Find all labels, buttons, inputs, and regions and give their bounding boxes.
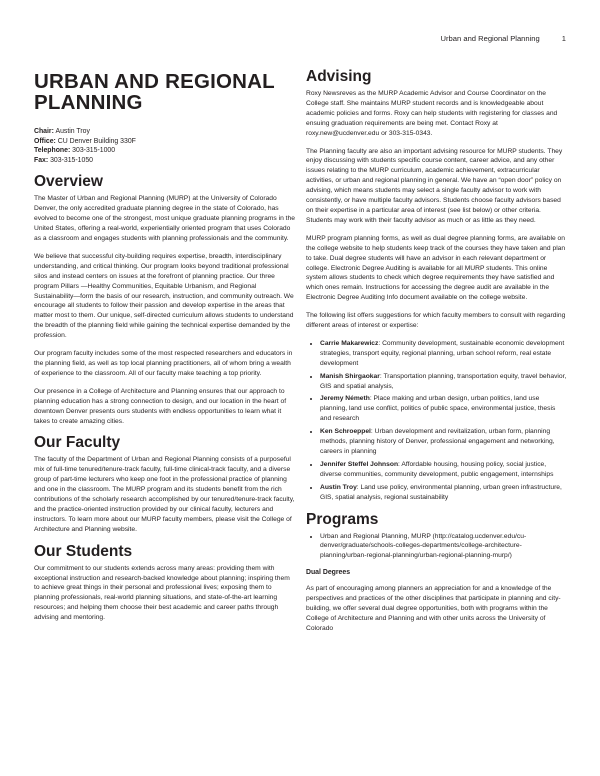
advising-paragraph: MURP program planning forms, as well as dual degree planning forms, are available on the college website to help students keep track of the courses they have taken and plan to take. Dual degree students will have an advisor in each relevant department or college. Electronic Degree Auditing is available for all MURP students. This online system allows students to check which degree requirements they have satisfied and which ones remain. Instructions for accessing the degree audit are available in the Electronic Degree Auditing Info document available on the college website.: [306, 234, 566, 302]
contact-info: [34, 127, 296, 165]
overview-paragraph: Our presence in a College of Architecture and Planning ensures that our approach to planning education has a strong connection to design, and our location in the heart of downtown Denver presents ours students with endless opportunities to learn what it takes to create amazing cities.: [34, 387, 287, 425]
overview-heading: Overview: [34, 173, 103, 191]
right-column: [306, 68, 568, 642]
students-paragraph: Our commitment to our students extends across many areas: providing them with exceptional instruction and research-backed knowledge about planning; inspiring them to achieve great things in their personal and professional lives; exposing them to planning professionals, real-world planning situations, and state-of-the-art learning resources; and helping them choose their best academic and career paths through advising and mentoring.: [34, 564, 290, 622]
programs-heading: Programs: [306, 510, 379, 528]
contact-fax: Fax: 303-315-1050: [34, 156, 94, 164]
advising-heading: Advising: [306, 68, 372, 85]
faculty-paragraph: The faculty of the Department of Urban and Regional Planning consists of a purposeful mix of full-time tenured/tenure-track faculty, full-time clinical-track faculty, and a diverse group of part-time lecturers who keep one foot in the professional practice of planning and one in the classroom. The MURP program and its students benefit from the rich contributions of the scholarly research accomplished by our tenured/tenure-track faculty, and the practice-oriented instruction provided by our clinical faculty, lecturers and instructors. To learn more about our MURP faculty members, please visit the College of Architecture and Planning website.: [34, 456, 295, 533]
list-item: • Ken Schroeppel: Urban development and revitalization, urban form, planning methods, planning history of Denver, professional engagement and networking, careers in planning: [320, 427, 568, 457]
left-column: [34, 68, 296, 631]
advising-paragraph: Roxy Newsreves as the MURP Academic Advisor and Course Coordinator on the College staff. She maintains MURP student records and is knowledgeable about academic policies and forms. Roxy can help students with registering for classes and ensuing graduation requirements are being met. Contact Roxy at roxy.new@ucdenver.edu or 303-315-0343.: [306, 90, 558, 137]
list-item: • Jennifer Steffel Johnson: Affordable housing, housing policy, social justice, diverse communities, community development, public engagement, internships: [320, 460, 568, 480]
overview-paragraph: The Master of Urban and Regional Planning (MURP) at the University of Colorado Denver, the only accredited graduate planning degree in the state of Colorado, has evolved to become one of the strongest, most unique graduate planning programs in the United States, offering a real-world, experientially oriented program that uses Colorado as a classroom and engages students with planning professionals and the community.: [34, 195, 295, 242]
students-heading: Our Students: [34, 542, 133, 560]
page-title: URBAN AND REGIONAL PLANNING: [34, 70, 275, 114]
contact-telephone: Telephone: 303-315-1000: [34, 147, 116, 155]
dual-degrees-heading: Dual Degrees: [306, 569, 351, 577]
overview-paragraph: We believe that successful city-building requires expertise, breadth, interdisciplinary understanding, and critical thinking. Our program looks beyond traditional professional silos and instead centers on issues at the forefront of planning practice. Our three program Pillars —Healthy Communities, Equitable Urbanism, and Regional Sustainability—form the basis of our research, instruction, and community outreach. We encourage all students to follow their passion and develop expertise in the areas that matter most to them. Our unique, self-directed curriculum allows students to understand the breadth of the planning field while gaining the technical expertise demanded by the profession.: [34, 252, 294, 340]
program-link[interactable]: • Urban and Regional Planning, MURP (http://catalog.ucdenver.edu/cu-denver/graduate/schools-colleges-departments/college-architecture-planning/urban-regional-planning/urban-regional-planning-murp/): [320, 532, 568, 562]
page-number: 1: [561, 34, 566, 43]
advising-paragraph: The following list offers suggestions for which faculty members to consult with regarding different areas of interest or expertise:: [306, 312, 566, 330]
running-header: [441, 34, 566, 43]
list-item: • Austin Troy: Land use policy, environmental planning, urban green infrastructure, GIS, spatial analysis, regional sustainability: [320, 483, 568, 503]
contact-chair: Chair: Austin Troy: [34, 128, 90, 135]
running-title: Urban and Regional Planning: [440, 34, 540, 43]
list-item: • Carrie Makarewicz: Community development, sustainable economic development strategies, transport equity, regional planning, urban school reform, real estate development: [320, 339, 568, 369]
faculty-advisor-list: [306, 339, 568, 503]
list-item: • Jeremy Németh: Place making and urban design, urban politics, land use planning, land use conflict, politics of public space, environmental justice, thesis and research: [320, 394, 568, 424]
faculty-heading: Our Faculty: [34, 434, 121, 452]
programs-list: [306, 532, 568, 562]
contact-office: Office: CU Denver Building 330F: [34, 137, 136, 145]
advising-paragraph: The Planning faculty are also an important advising resource for MURP students. They enjoy discussing with students specific course content, career advice, and any other issues relating to the MURP curriculum, academic achievement, extracurricular activities, or urban and regional planning in general. We have an “open door” policy on advising, which means students may select a single faculty advisor to work with consistently, or have multiple faculty advisors. Students choose faculty advisors based on their expertise in a particular area of interest (see list below) or other criteria. Students may work with their faculty advisor as much or as little as they need.: [306, 147, 563, 224]
dual-degrees-paragraph: As part of encouraging among planners an appreciation for and a knowledge of the perspectives and practices of the other disciplines that participate in planning and city-building, we offer several dual degree opportunities, both with programs within the College of Architecture and Planning and with other units across the University of Colorado: [306, 585, 561, 632]
overview-paragraph: Our program faculty includes some of the most respected researchers and educators in the planning field, as well as top local planning practitioners, all of whom bring a wealth of experience to the classroom. All of our faculty make teaching a top priority.: [34, 350, 293, 377]
list-item: • Manish Shirgaokar: Transportation planning, transportation equity, travel behavior, GIS and spatial analysis,: [320, 372, 568, 392]
